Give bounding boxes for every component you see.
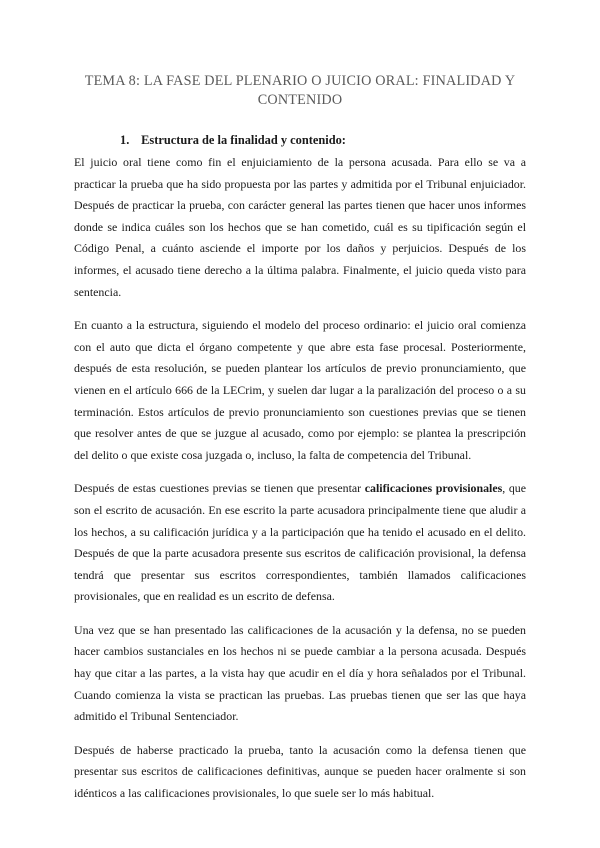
title-line-2: CONTENIDO	[257, 92, 343, 108]
paragraph-4: Una vez que se han presentado las calificaciones de la acusación y la defensa, no se pueden hacer cambios sustanciales en los hechos ni se puede cambiar a la persona acusada. Después hay que citar a las partes, a la vista hay que acudir en el día y hora señalados por el Tribunal. Cuando comienza la vista se practican las pruebas. Las pruebas tienen que ser las que haya admitido el Tribunal Sentenciador.	[74, 622, 526, 724]
paragraph-3-before: Después de estas cuestiones previas se tienen que presentar	[74, 481, 365, 496]
paragraph-3-after: , que son el escrito de acusación. En ese escrito la parte acusadora principalmente tiene que aludir a los hechos, a su calificación jurídica y a la participación que ha tenido el acusado en el delito. Después de que la parte acusadora presente sus escritos de calificación provisional, la defensa tendrá que presentar sus escritos correspondientes, también llamados calificaciones provisionales, que en realidad es un escrito de defensa.	[74, 481, 526, 604]
paragraph-3	[74, 478, 526, 608]
section-number: 1.	[120, 133, 130, 147]
document-title	[74, 72, 526, 110]
paragraph-2: En cuanto a la estructura, siguiendo el modelo del proceso ordinario: el juicio oral comienza con el auto que dicta el órgano competente y que abre esta fase procesal. Posteriormente, después de esta resolución, se pueden plantear los artículos de previo pronunciamiento, que vienen en el artículo 666 de la LECrim, y suelen dar lugar a la paralización del proceso o a su terminación. Estos artículos de previo pronunciamiento son cuestiones previas que se tienen que resolver antes de que se juzgue al acusado, como por ejemplo: se plantea la prescripción del delito o que existe cosa juzgada o, incluso, la falta de competencia del Tribunal.	[74, 318, 526, 462]
section-heading	[120, 130, 526, 150]
section-heading-text: Estructura de la finalidad y contenido:	[141, 133, 346, 147]
title-line-1: TEMA 8: LA FASE DEL PLENARIO O JUICIO ORAL: FINALIDAD Y	[84, 73, 516, 89]
paragraph-5: Después de haberse practicado la prueba, tanto la acusación como la defensa tienen que presentar sus escritos de calificaciones definitivas, aunque se pueden hacer oralmente si son idénticos a las calificaciones provisionales, lo que suele ser lo más habitual.	[74, 742, 526, 801]
paragraph-1: El juicio oral tiene como fin el enjuiciamiento de la persona acusada. Para ello se va a practicar la prueba que ha sido propuesta por las partes y admitida por el Tribunal enjuiciador. Después de practicar la prueba, con carácter general las partes tienen que hacer unos informes donde se indica cuáles son los hechos que se han cometido, cuál es su tipificación según el Código Penal, a cuánto asciende el importe por los daños y perjuicios. Después de los informes, el acusado tiene derecho a la última palabra. Finalmente, el juicio queda visto para sentencia.	[74, 155, 526, 299]
paragraph-3-bold-term: calificaciones provisionales	[364, 481, 503, 496]
